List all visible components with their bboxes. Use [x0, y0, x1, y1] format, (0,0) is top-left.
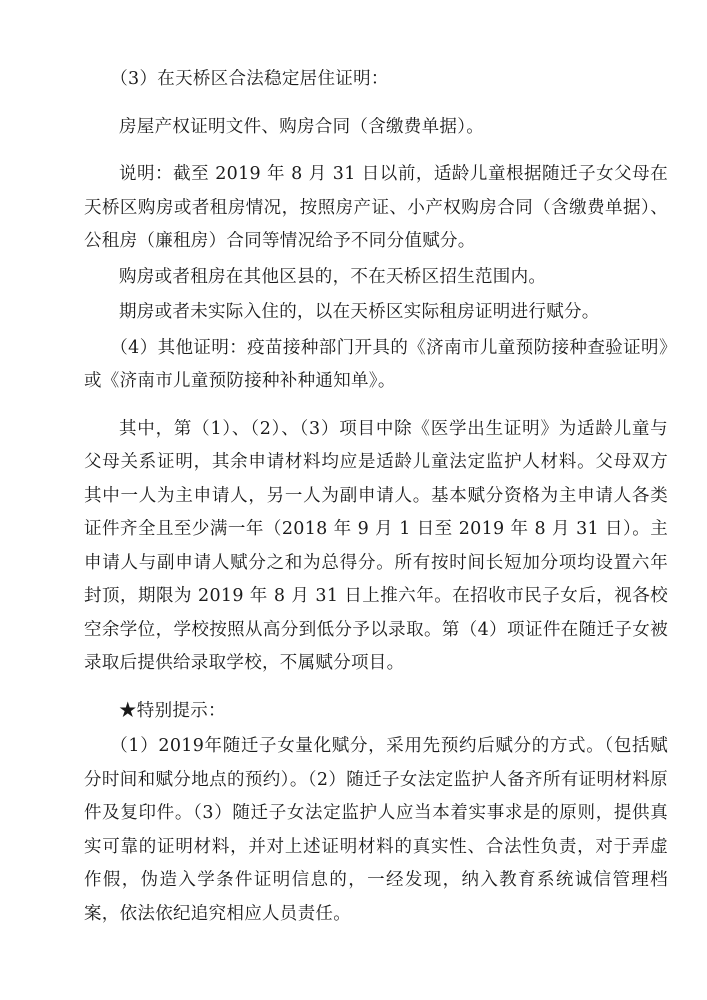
heading-special-notice: ★特别提示：: [119, 700, 226, 721]
paragraph-off-plan: 期房或者未实际入住的，以在天桥区实际租房证明进行赋分。: [119, 302, 600, 322]
paragraph-other-proof: （4）其他证明：疫苗接种部门开具的《济南市儿童预防接种查验证明》或《济南市儿童预防接种补种通知单》。: [84, 337, 668, 391]
paragraph-scoring-rules: 其中，第（1）、（2）、（3）项目中除《医学出生证明》为适龄儿童与父母关系证明，其余申请材料均应是适龄儿童法定监护人材料。父母双方其中一人为主申请人，另一人为副申请人。基本赋分资格为主申请人各类证件齐全且至少满一年（2018 年 9 月 1 日至 2019 年 8 月 31 日）。主申请人与副申请人赋分之和为总得分。所有按时间长短加分项均设置六年封顶，期限为 2019 年 8 月 31 日上推六年。在招收市民子女后，视各校空余学位，学校按照从高分到低分予以录取。第（4）项证件在随迁子女被录取后提供给录取学校，不属赋分项目。: [84, 418, 668, 673]
paragraph-special-notice: （1）2019年随迁子女量化赋分，采用先预约后赋分的方式。（包括赋分时间和赋分地点的预约）。（2）随迁子女法定监护人备齐所有证明材料原件及复印件。（3）随迁子女法定监护人应当本着实事求是的原则，提供真实可靠的证明材料，并对上述证明材料的真实性、合法性负责，对于弄虚作假，伪造入学条件证明信息的，一经发现，纳入教育系统诚信管理档案，依法依纪追究相应人员责任。: [84, 736, 668, 924]
document-body: [84, 63, 668, 945]
paragraph-property-documents: 房屋产权证明文件、购房合同（含缴费单据）。: [119, 116, 485, 137]
paragraph-explanation: 说明：截至 2019 年 8 月 31 日以前，适龄儿童根据随迁子女父母在天桥区购房或者租房情况，按照房产证、小产权购房合同（含缴费单据）、公租房（廉租房）合同等情况给予不同分值赋分。: [84, 164, 668, 251]
heading-residence-proof: （3）在天桥区合法稳定居住证明：: [110, 69, 389, 89]
paragraph-other-district: 购房或者租房在其他区县的，不在天桥区招生范围内。: [119, 266, 547, 287]
